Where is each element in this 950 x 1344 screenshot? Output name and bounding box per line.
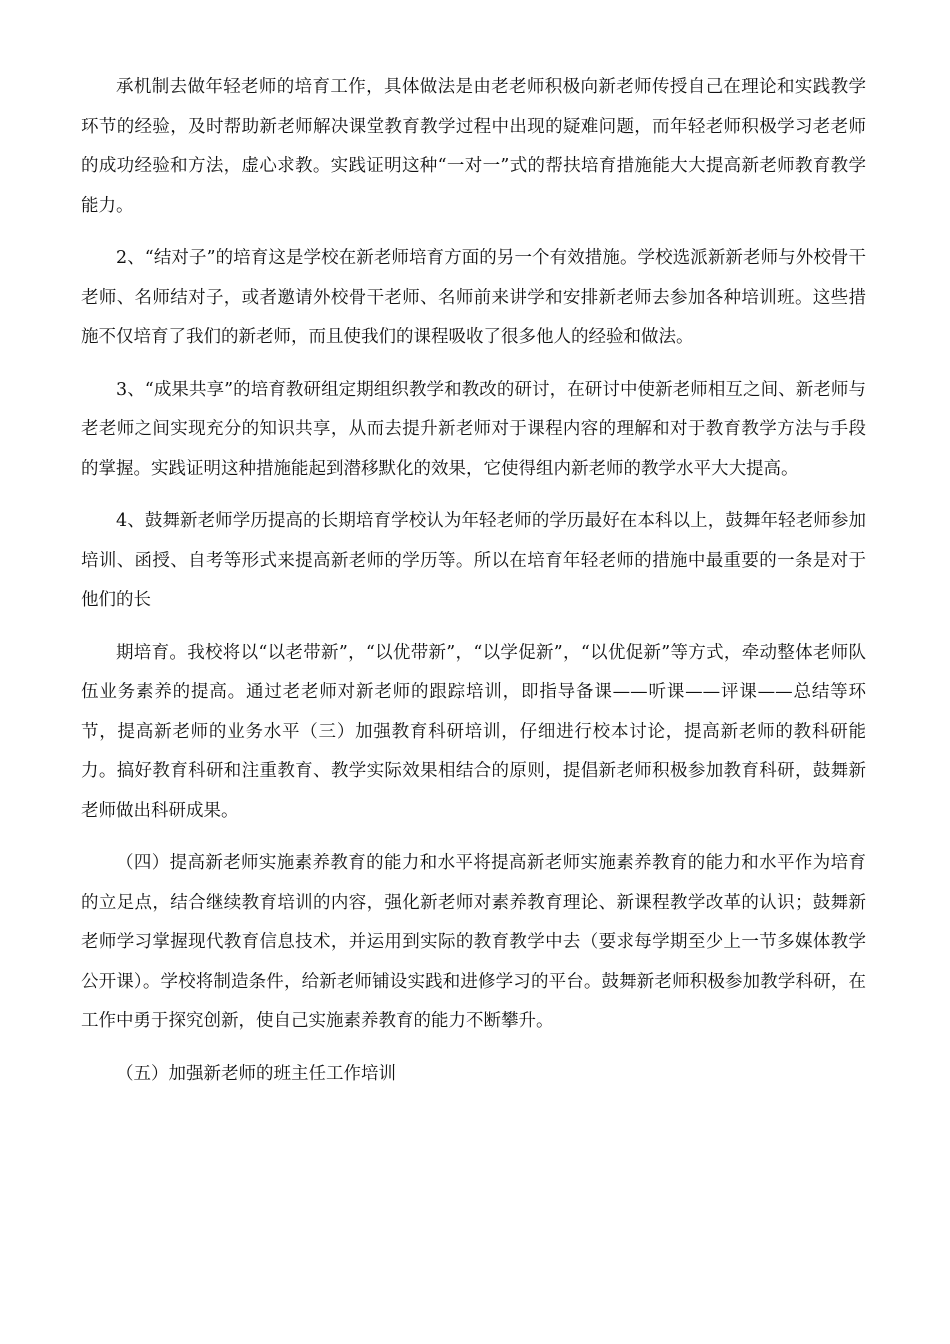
paragraph-class-teacher-training: （五）加强新老师的班主任工作培训: [116, 1063, 396, 1084]
paragraph-quality-education: （四）提高新老师实施素养教育的能力和水平将提高新老师实施素养教育的能力和水平作为培育的立足点，结合继续教育培训的内容，强化新老师对素养教育理论、新课程教学改革的认识；鼓舞新老师学习掌握现代教育信息技术，并运用到实际的教育教学中去（要求每学期至少上一节多媒体教学公开课）。学校将制造条件，给新老师铺设实践和进修学习的平台。鼓舞新老师积极参加教学科研，在工作中勇于探究创新，使自己实施素养教育的能力不断攀升。: [81, 853, 866, 1031]
paragraph-pairing: 2、“结对子”的培育这是学校在新老师培育方面的另一个有效措施。学校选派新新老师与外校骨干老师、名师结对子，或者邀请外校骨干老师、名师前来讲学和安排新老师去参加各种培训班。这些措施不仅培育了我们的新老师，而且使我们的课程吸收了很多他人的经验和做法。: [81, 248, 866, 347]
paragraph-mentoring: 承机制去做年轻老师的培育工作，具体做法是由老老师积极向新老师传授自己在理论和实践教学环节的经验，及时帮助新老师解决课堂教育教学过程中出现的疑难问题，而年轻老师积极学习老老师的成功经验和方法，虚心求教。实践证明这种“一对一”式的帮扶培育措施能大大提高新老师教育教学能力。: [81, 77, 866, 216]
paragraph-degree-improvement: 4、鼓舞新老师学历提高的长期培育学校认为年轻老师的学历最好在本科以上，鼓舞年轻老师参加培训、函授、自考等形式来提高新老师的学历等。所以在培育年轻老师的措施中最重要的一条是对于他们的长: [81, 511, 866, 610]
document-page: [81, 68, 866, 1107]
paragraph-shared-results: 3、“成果共享”的培育教研组定期组织教学和教改的研讨，在研讨中使新老师相互之间、新老师与老老师之间实现充分的知识共享，从而去提升新老师对于课程内容的理解和对于教育教学方法与手段的掌握。实践证明这种措施能起到潜移默化的效果，它使得组内新老师的教学水平大大提高。: [81, 379, 866, 479]
paragraph-long-term-training: 期培育。我校将以“以老带新”，“以优带新”，“以学促新”，“以优促新”等方式，牵动整体老师队伍业务素养的提高。通过老老师对新老师的跟踪培训，即指导备课——听课——评课——总结等环节，提高新老师的业务水平（三）加强教育科研培训，仔细进行校本讨论，提高新老师的教科研能力。搞好教育科研和注重教育、教学实际效果相结合的原则，提倡新老师积极参加教育科研，鼓舞新老师做出科研成果。: [81, 642, 866, 821]
